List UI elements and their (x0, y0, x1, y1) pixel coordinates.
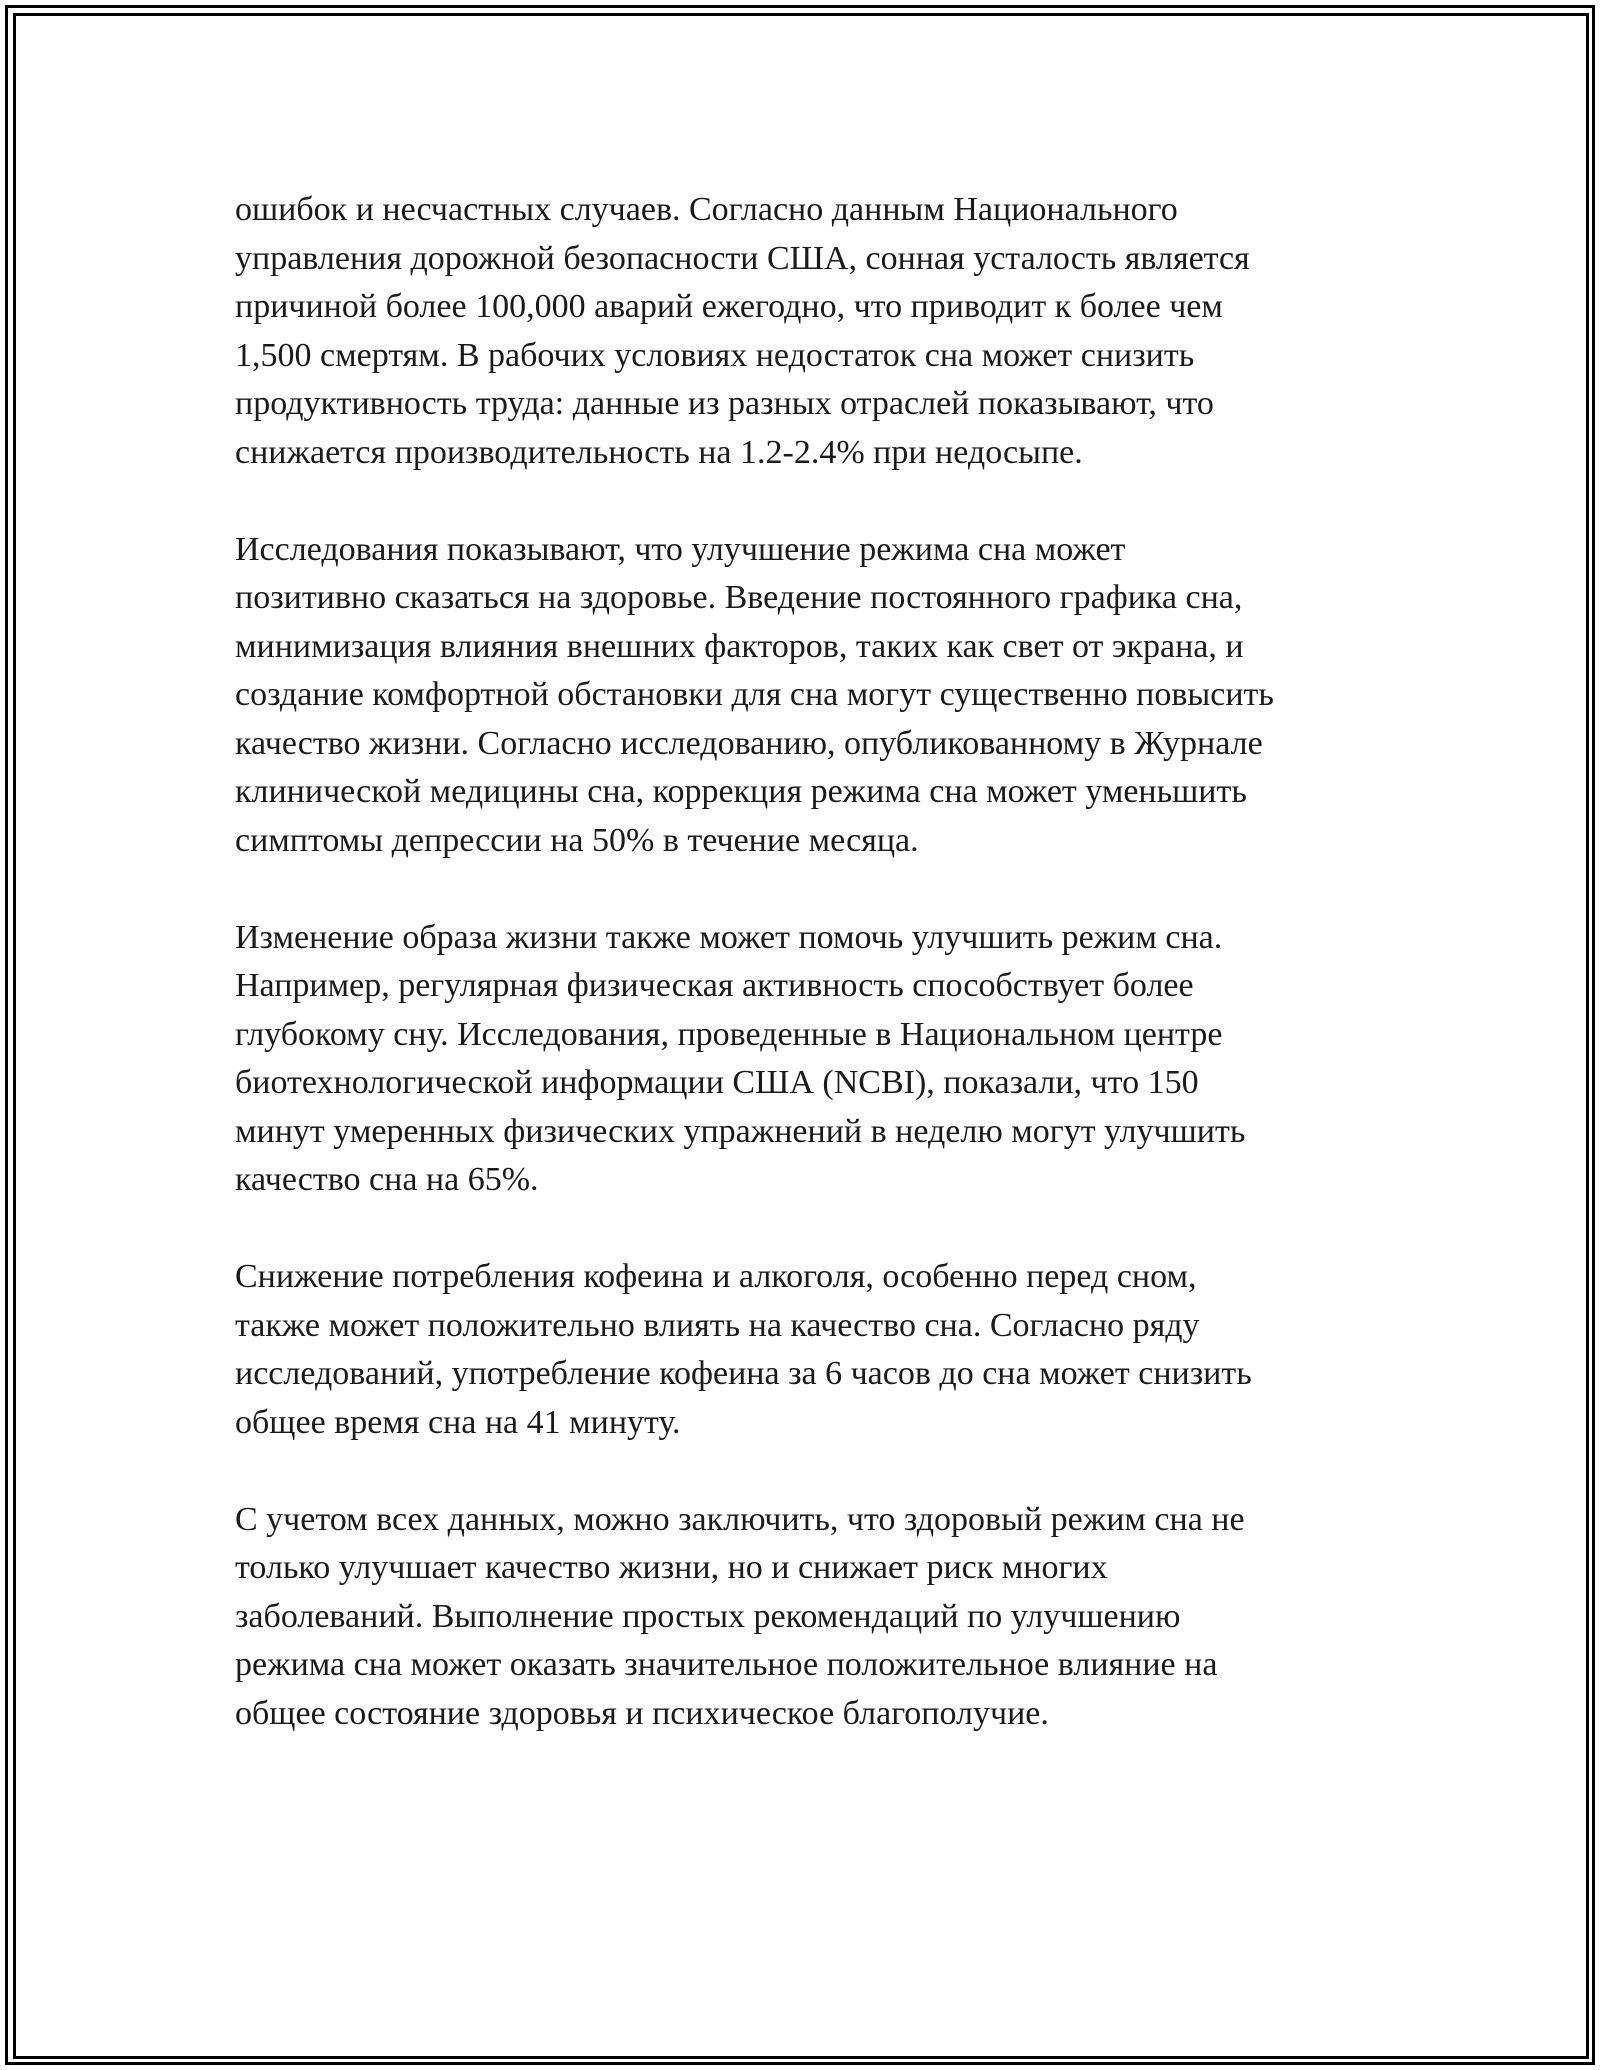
document-body (235, 186, 1395, 1787)
paragraph-road-safety: ошибок и несчастных случаев. Согласно данным Национального управления дорожной безопасности США, сонная усталость является причиной более 100,000 аварий ежегодно, что приводит к более чем 1,500 смертям. В рабочих условиях недостаток сна может снизить продуктивность труда: данные из разных отраслей показывают, что снижается производительность на 1.2-2.4% при недосыпе. (235, 191, 1250, 471)
paragraph-conclusion: С учетом всех данных, можно заключить, что здоровый режим сна не только улучшает качество жизни, но и снижает риск многих заболеваний. Выполнение простых рекомендаций по улучшению режима сна может оказать значительное положительное влияние на общее состояние здоровья и психическое благополучие. (235, 1500, 1245, 1732)
paragraph-lifestyle: Изменение образа жизни также может помочь улучшить режим сна. Например, регулярная физическая активность способствует более глубокому сну. Исследования, проведенные в Национальном центре биотехнологической информации США (NCBI), показали, что 150 минут умеренных физических упражнений в неделю могут улучшить качество сна на 65%. (235, 918, 1246, 1198)
paragraph-caffeine: Снижение потребления кофеина и алкоголя, особенно перед сном, также может положительно влиять на качество сна. Согласно ряду исследований, употребление кофеина за 6 часов до сна может снизить общее время сна на 41 минуту. (235, 1258, 1252, 1441)
paragraph-sleep-regime: Исследования показывают, что улучшение режима сна может позитивно сказаться на здоровье. Введение постоянного графика сна, минимизация влияния внешних факторов, таких как свет от экрана, и создание комфортной обстановки для сна могут существенно повысить качество жизни. Согласно исследованию, опубликованному в Журнале клинической медицины сна, коррекция режима сна может уменьшить симптомы депрессии на 50% в течение месяца. (235, 530, 1274, 859)
